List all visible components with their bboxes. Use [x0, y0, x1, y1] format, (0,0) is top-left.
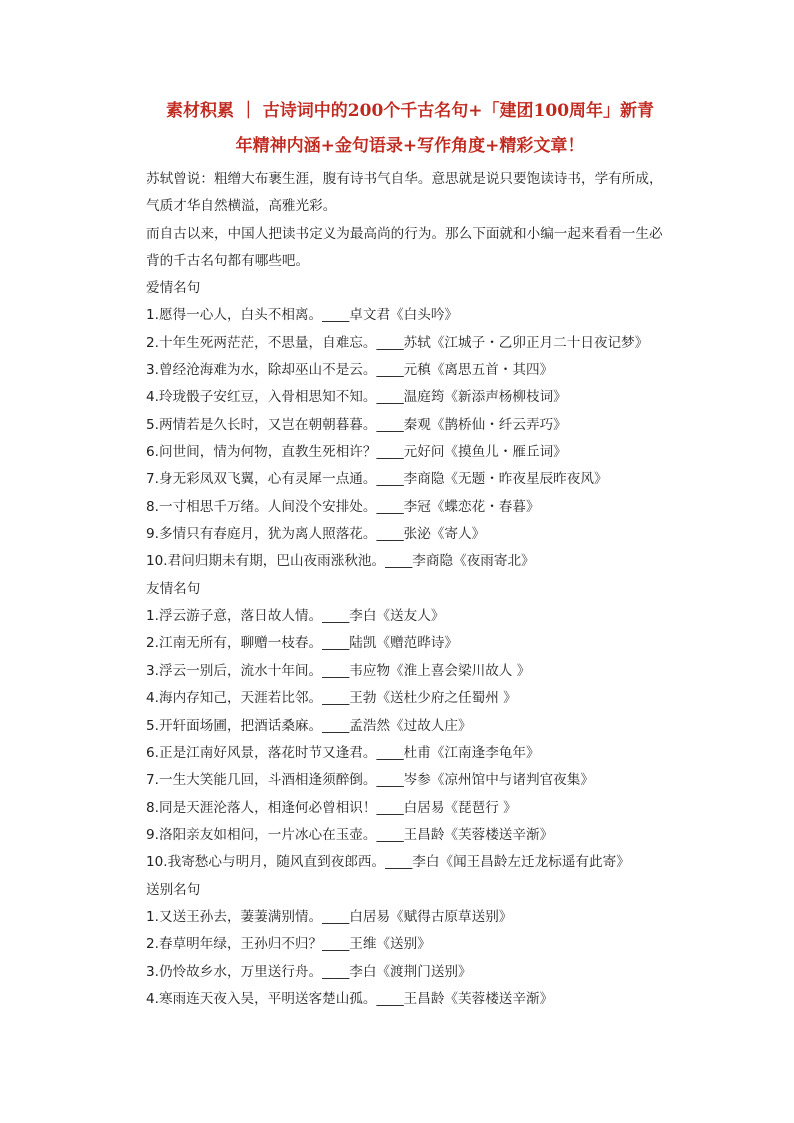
intro-paragraph-2: 而自古以来，中国人把读书定义为最高尚的行为。那么下面就和小编一起来看看一生必背的千古名句都有哪些吧。	[146, 226, 663, 269]
article-title-line-1: 素材积累 ｜ 古诗词中的200个千古名句+「建团100周年」新青	[165, 101, 655, 121]
quote-line: 2.春草明年绿，王孙归不归？____王维《送别》	[146, 936, 431, 953]
quote-line: 8.同是天涯沦落人，相逢何必曾相识！____白居易《琵琶行 》	[146, 799, 517, 816]
section-heading: 友情名句	[146, 580, 201, 597]
quote-line: 3.仍怜故乡水，万里送行舟。____李白《渡荆门送别》	[146, 963, 472, 980]
quote-line: 9.洛阳亲友如相问，一片冰心在玉壶。____王昌龄《芙蓉楼送辛渐》	[146, 826, 554, 843]
quote-line: 1.愿得一心人，白头不相离。____卓文君《白头吟》	[146, 307, 459, 324]
section-heading: 送别名句	[146, 881, 201, 898]
section-heading: 爱情名句	[146, 280, 201, 296]
quote-line: 10.我寄愁心与明月，随风直到夜郎西。____李白《闻王昌龄左迁龙标遥有此寄》	[146, 854, 630, 871]
quote-line: 10.君问归期未有期，巴山夜雨涨秋池。____李商隐《夜雨寄北》	[146, 553, 535, 570]
quote-line: 5.开轩面场圃，把酒话桑麻。____孟浩然《过故人庄》	[146, 717, 472, 734]
quote-line: 7.一生大笑能几回，斗酒相逢须醉倒。____岑参《凉州馆中与诸判官夜集》	[146, 772, 594, 789]
quote-list	[146, 275, 686, 1013]
article-title-line-2: 年精神内涵+金句语录+写作角度+精彩文章！	[235, 136, 585, 156]
quote-line: 3.曾经沧海难为水，除却巫山不是云。____元稹《离思五首・其四》	[146, 362, 554, 379]
quote-line: 8.一寸相思千万绪。人间没个安排处。____李冠《蝶恋花・春暮》	[146, 498, 540, 515]
quote-line: 2.江南无所有，聊赠一枝春。____陆凯《赠范晔诗》	[146, 635, 459, 652]
quote-line: 4.海内存知己，天涯若比邻。____王勃《送杜少府之任蜀州 》	[146, 690, 517, 707]
quote-line: 3.浮云一别后，流水十年间。____韦应物《淮上喜会梁川故人 》	[146, 662, 531, 679]
quote-line: 2.十年生死两茫茫，不思量，自难忘。____苏轼《江城子・乙卯正月二十日夜记梦》	[146, 334, 649, 351]
intro-paragraph-1: 苏轼曾说：粗缯大布裹生涯，腹有诗书气自华。意思就是说只要饱读诗书，学有所成，气质才华自然横溢，高雅光彩。	[146, 171, 663, 214]
quote-line: 9.多情只有春庭月，犹为离人照落花。____张泌《寄人》	[146, 526, 486, 543]
quote-line: 5.两情若是久长时，又岂在朝朝暮暮。____秦观《鹊桥仙・纤云弄巧》	[146, 416, 567, 433]
quote-line: 6.问世间，情为何物，直教生死相许？____元好问《摸鱼儿・雁丘词》	[146, 444, 567, 461]
quote-line: 6.正是江南好风景，落花时节又逢君。____杜甫《江南逢李龟年》	[146, 744, 540, 761]
quote-line: 7.身无彩凤双飞翼，心有灵犀一点通。____李商隐《无题・昨夜星辰昨夜风》	[146, 471, 608, 488]
quote-line: 1.又送王孙去，萋萋满别情。____白居易《赋得古原草送别》	[146, 908, 513, 925]
quote-line: 4.寒雨连天夜入吴，平明送客楚山孤。____王昌龄《芙蓉楼送辛渐》	[146, 990, 554, 1007]
quote-line: 1.浮云游子意，落日故人情。____李白《送友人》	[146, 608, 445, 625]
quote-line: 4.玲珑骰子安红豆，入骨相思知不知。____温庭筠《新添声杨柳枝词》	[146, 389, 567, 406]
